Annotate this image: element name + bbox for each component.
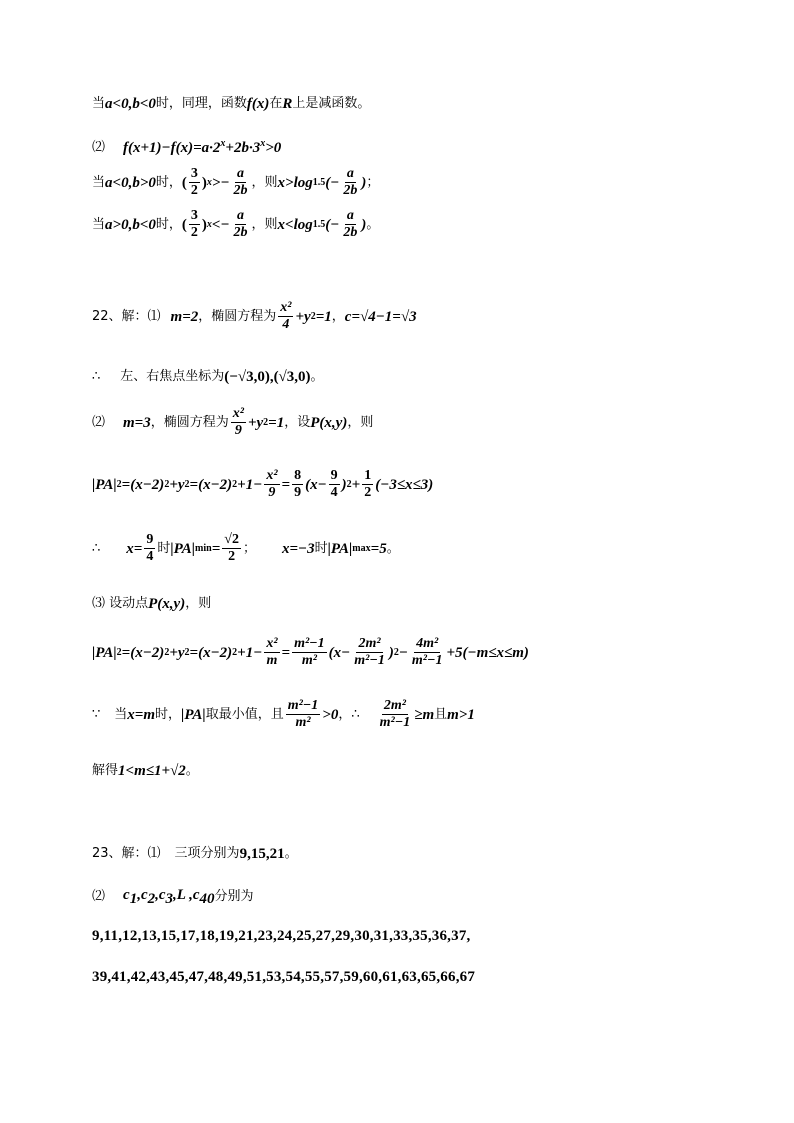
numerator: 1 xyxy=(362,468,373,485)
math: +1− xyxy=(237,644,263,661)
math: R xyxy=(282,96,293,112)
subscript: 1.5 xyxy=(312,218,326,230)
number-list-line-2 xyxy=(92,968,475,986)
math: |PA| xyxy=(92,644,117,661)
numerator: m²−1 xyxy=(292,636,327,653)
fraction xyxy=(222,532,241,565)
math: = xyxy=(281,476,291,493)
math: P(x,y) xyxy=(148,596,186,612)
text: 左、右焦点坐标为 xyxy=(120,369,225,385)
math: ( xyxy=(181,174,187,191)
label: ⑵ xyxy=(92,414,106,430)
math: |PA| xyxy=(181,706,206,723)
math: =(x−2) xyxy=(189,476,233,493)
numerator: a xyxy=(345,208,356,225)
math: − xyxy=(398,644,408,661)
label: ⑵ xyxy=(92,139,106,155)
text-line-15 xyxy=(92,886,254,908)
denominator: 2b xyxy=(233,183,248,199)
math: ) xyxy=(201,216,207,233)
fraction xyxy=(232,166,250,199)
math: =(x−2) xyxy=(121,644,165,661)
math: ) xyxy=(341,476,347,493)
text: 。 xyxy=(366,216,380,232)
text: 当 xyxy=(114,706,128,722)
numerator: a xyxy=(235,208,246,225)
text: 当 xyxy=(92,216,106,232)
exponent: 2 xyxy=(346,478,352,490)
math: x>log xyxy=(277,174,313,191)
text: 当 xyxy=(92,174,106,190)
fraction xyxy=(264,636,279,669)
text-line-11 xyxy=(92,636,529,669)
exponent: 2 xyxy=(164,478,170,490)
text: ，椭圆方程为 xyxy=(150,414,229,430)
text-line-10 xyxy=(92,595,211,613)
math: 9,15,21 xyxy=(239,846,285,862)
fraction xyxy=(292,636,327,669)
exponent: 2 xyxy=(116,646,122,658)
subscript: min xyxy=(195,542,212,554)
text-line-3 xyxy=(92,166,379,199)
math: x<log xyxy=(277,216,313,233)
math: ) xyxy=(201,174,207,191)
math-part: >0 xyxy=(265,140,282,156)
text-line-6 xyxy=(92,368,324,386)
subscript: 1 xyxy=(129,891,138,907)
math: x=m xyxy=(127,706,156,723)
math: >− xyxy=(211,174,230,191)
math xyxy=(123,886,215,908)
text: 上是减函数。 xyxy=(292,96,371,112)
exponent: x xyxy=(220,138,226,149)
numerator: x² xyxy=(231,406,246,423)
exponent: 2 xyxy=(263,416,269,428)
denominator: m² xyxy=(301,653,317,669)
math xyxy=(123,138,281,157)
text: 且 xyxy=(434,706,448,722)
text: 三项分别为 xyxy=(174,846,240,862)
fraction xyxy=(329,468,340,501)
math-part: ,c xyxy=(137,887,148,903)
math: +y xyxy=(169,644,185,661)
math: ) xyxy=(388,644,394,661)
denominator: 2b xyxy=(343,225,358,241)
text-line-5 xyxy=(92,300,417,333)
denominator: 2 xyxy=(364,485,372,501)
denominator: m²−1 xyxy=(379,715,411,731)
math: =(x−2) xyxy=(189,644,233,661)
exponent: 2 xyxy=(232,478,238,490)
math: =1 xyxy=(315,308,332,325)
text: 时 xyxy=(157,540,171,556)
math: ) xyxy=(361,216,367,233)
math-part: f(x+1)−f(x)=a·2 xyxy=(123,140,221,156)
therefore-symbol: ∴ xyxy=(92,540,101,556)
subscript: 40 xyxy=(199,891,215,907)
text-line-12 xyxy=(92,698,475,731)
text: 时， xyxy=(155,174,182,190)
denominator: 2b xyxy=(343,183,358,199)
numerator: 2m² xyxy=(382,698,408,715)
denominator: m² xyxy=(295,715,311,731)
exponent: x xyxy=(206,176,212,188)
numerator: m²−1 xyxy=(286,698,321,715)
denominator: m²−1 xyxy=(354,653,385,669)
numerator: 9 xyxy=(329,468,340,485)
denominator: 4 xyxy=(330,485,338,501)
math: |PA| xyxy=(92,476,117,493)
math: a>0,b<0 xyxy=(105,216,156,233)
exponent: 2 xyxy=(184,478,190,490)
math: = xyxy=(211,540,221,557)
math: +1− xyxy=(237,476,263,493)
text-line-7 xyxy=(92,406,373,439)
math: f(x) xyxy=(246,96,270,112)
fraction xyxy=(232,208,250,241)
math: (x− xyxy=(305,476,327,493)
exponent: 2 xyxy=(310,310,316,322)
text: 。 xyxy=(185,763,199,779)
math: = xyxy=(281,644,291,661)
denominator: 2b xyxy=(233,225,248,241)
exponent: x xyxy=(206,218,212,230)
text-line-9 xyxy=(92,532,400,565)
subscript: 2 xyxy=(147,891,156,907)
math: (−√3,0),(√3,0) xyxy=(224,369,311,385)
exponent: 2 xyxy=(116,478,122,490)
math: ) xyxy=(361,174,367,191)
math: >0 xyxy=(322,706,339,723)
math: x= xyxy=(126,540,143,557)
text: 。 xyxy=(310,369,324,385)
numerator: 3 xyxy=(189,166,200,183)
numerator: x² xyxy=(264,636,279,653)
text: 当 xyxy=(92,96,106,112)
fraction xyxy=(286,698,321,731)
subscript: max xyxy=(352,542,371,554)
text: ，∴ xyxy=(338,706,360,722)
numerator: √2 xyxy=(222,532,241,549)
fraction xyxy=(410,636,445,669)
math: (−3≤x≤3) xyxy=(375,476,434,493)
text: 23、解：⑴ xyxy=(92,846,161,862)
text: 22、解：⑴ xyxy=(92,308,161,324)
denominator: 2 xyxy=(190,183,198,199)
math: ≥m xyxy=(414,706,435,723)
math: (− xyxy=(325,216,340,233)
math: m>1 xyxy=(447,706,475,723)
text: 分别为 xyxy=(214,889,254,905)
text: ，则 xyxy=(251,216,278,232)
text: ，则 xyxy=(185,596,212,612)
denominator: m²−1 xyxy=(411,653,443,669)
text-line-14 xyxy=(92,845,298,863)
text: ； xyxy=(242,540,256,556)
math: =(x−2) xyxy=(121,476,165,493)
number-list: 39,41,42,43,45,47,48,49,51,53,54,55,57,59,60,61,63,65,66,67 xyxy=(92,969,476,985)
math: +y xyxy=(169,476,185,493)
text-line-1 xyxy=(92,95,370,113)
exponent: 2 xyxy=(393,646,399,658)
denominator: 9 xyxy=(234,423,242,439)
math: =5 xyxy=(370,540,387,557)
math: + xyxy=(351,476,361,493)
math: 1<m≤1+√2 xyxy=(118,763,186,779)
subscript: 1.5 xyxy=(312,176,326,188)
math: <− xyxy=(211,216,230,233)
denominator: 4 xyxy=(282,317,290,333)
numerator: a xyxy=(235,166,246,183)
fraction xyxy=(144,532,155,565)
denominator: m xyxy=(266,653,278,669)
math: |PA| xyxy=(327,540,353,557)
text: ，则 xyxy=(347,414,374,430)
text-line-4 xyxy=(92,208,379,241)
math-part: +2b·3 xyxy=(225,140,261,156)
text: 时， xyxy=(155,706,182,722)
numerator: 9 xyxy=(144,532,155,549)
fraction xyxy=(352,636,387,669)
math: x=−3 xyxy=(281,540,315,557)
math: |PA| xyxy=(170,540,196,557)
number-list-line-1 xyxy=(92,927,470,945)
text: ，设 xyxy=(284,414,311,430)
text-line-2 xyxy=(92,138,281,157)
text: 在 xyxy=(269,96,283,112)
denominator: 2 xyxy=(228,549,236,565)
text-line-13 xyxy=(92,762,199,780)
text: ⑶ 设动点 xyxy=(92,596,149,612)
text: 。 xyxy=(386,540,400,556)
math: m=3 xyxy=(123,414,151,431)
text: ，椭圆方程为 xyxy=(198,308,277,324)
numerator: 8 xyxy=(292,468,303,485)
numerator: a xyxy=(345,166,356,183)
denominator: 4 xyxy=(146,549,154,565)
exponent: 2 xyxy=(164,646,170,658)
math: a<0,b>0 xyxy=(105,174,156,191)
math-part: ,L ,c xyxy=(173,887,200,903)
fraction xyxy=(231,406,246,439)
text: 时， xyxy=(155,216,182,232)
fraction xyxy=(341,166,359,199)
math: (x− xyxy=(328,644,351,661)
exponent: 2 xyxy=(184,646,190,658)
text: ； xyxy=(366,174,380,190)
text: 时 xyxy=(314,540,328,556)
subscript: 3 xyxy=(165,891,174,907)
math: +5(−m≤x≤m) xyxy=(446,644,529,661)
text: 。 xyxy=(284,846,298,862)
text-line-8 xyxy=(92,468,433,501)
because-symbol: ∵ xyxy=(92,706,101,722)
numerator: x² xyxy=(264,468,279,485)
fraction xyxy=(292,468,303,501)
text: 解得 xyxy=(92,763,119,779)
math: +y xyxy=(247,414,264,431)
math: a<0,b<0 xyxy=(105,96,156,112)
math: =1 xyxy=(268,414,285,431)
math: m=2 xyxy=(170,308,199,325)
label: ⑵ xyxy=(92,889,106,905)
math: P(x,y) xyxy=(310,414,348,431)
fraction xyxy=(278,300,293,333)
math: +y xyxy=(295,308,311,325)
text: 取最小值，且 xyxy=(205,706,284,722)
fraction xyxy=(341,208,359,241)
exponent: x xyxy=(260,138,266,149)
fraction xyxy=(189,208,200,241)
math-part: c xyxy=(123,887,130,903)
fraction xyxy=(264,468,279,501)
math: ( xyxy=(181,216,187,233)
fraction xyxy=(362,468,373,501)
number-list: 9,11,12,13,15,17,18,19,21,23,24,25,27,29,30,31,33,35,36,37, xyxy=(92,928,471,944)
text: ， xyxy=(331,308,345,324)
math-part: ,c xyxy=(155,887,166,903)
fraction xyxy=(378,698,413,731)
therefore-symbol: ∴ xyxy=(92,369,101,385)
math: c=√4−1=√3 xyxy=(344,308,417,325)
exponent: 2 xyxy=(232,646,238,658)
numerator: 2m² xyxy=(356,636,382,653)
fraction xyxy=(189,166,200,199)
text: 时，同理，函数 xyxy=(155,96,247,112)
numerator: 4m² xyxy=(414,636,440,653)
denominator: 9 xyxy=(294,485,302,501)
math: (− xyxy=(325,174,340,191)
denominator: 9 xyxy=(268,485,276,501)
text: ，则 xyxy=(251,174,278,190)
numerator: 3 xyxy=(189,208,200,225)
denominator: 2 xyxy=(190,225,198,241)
numerator: x² xyxy=(278,300,293,317)
